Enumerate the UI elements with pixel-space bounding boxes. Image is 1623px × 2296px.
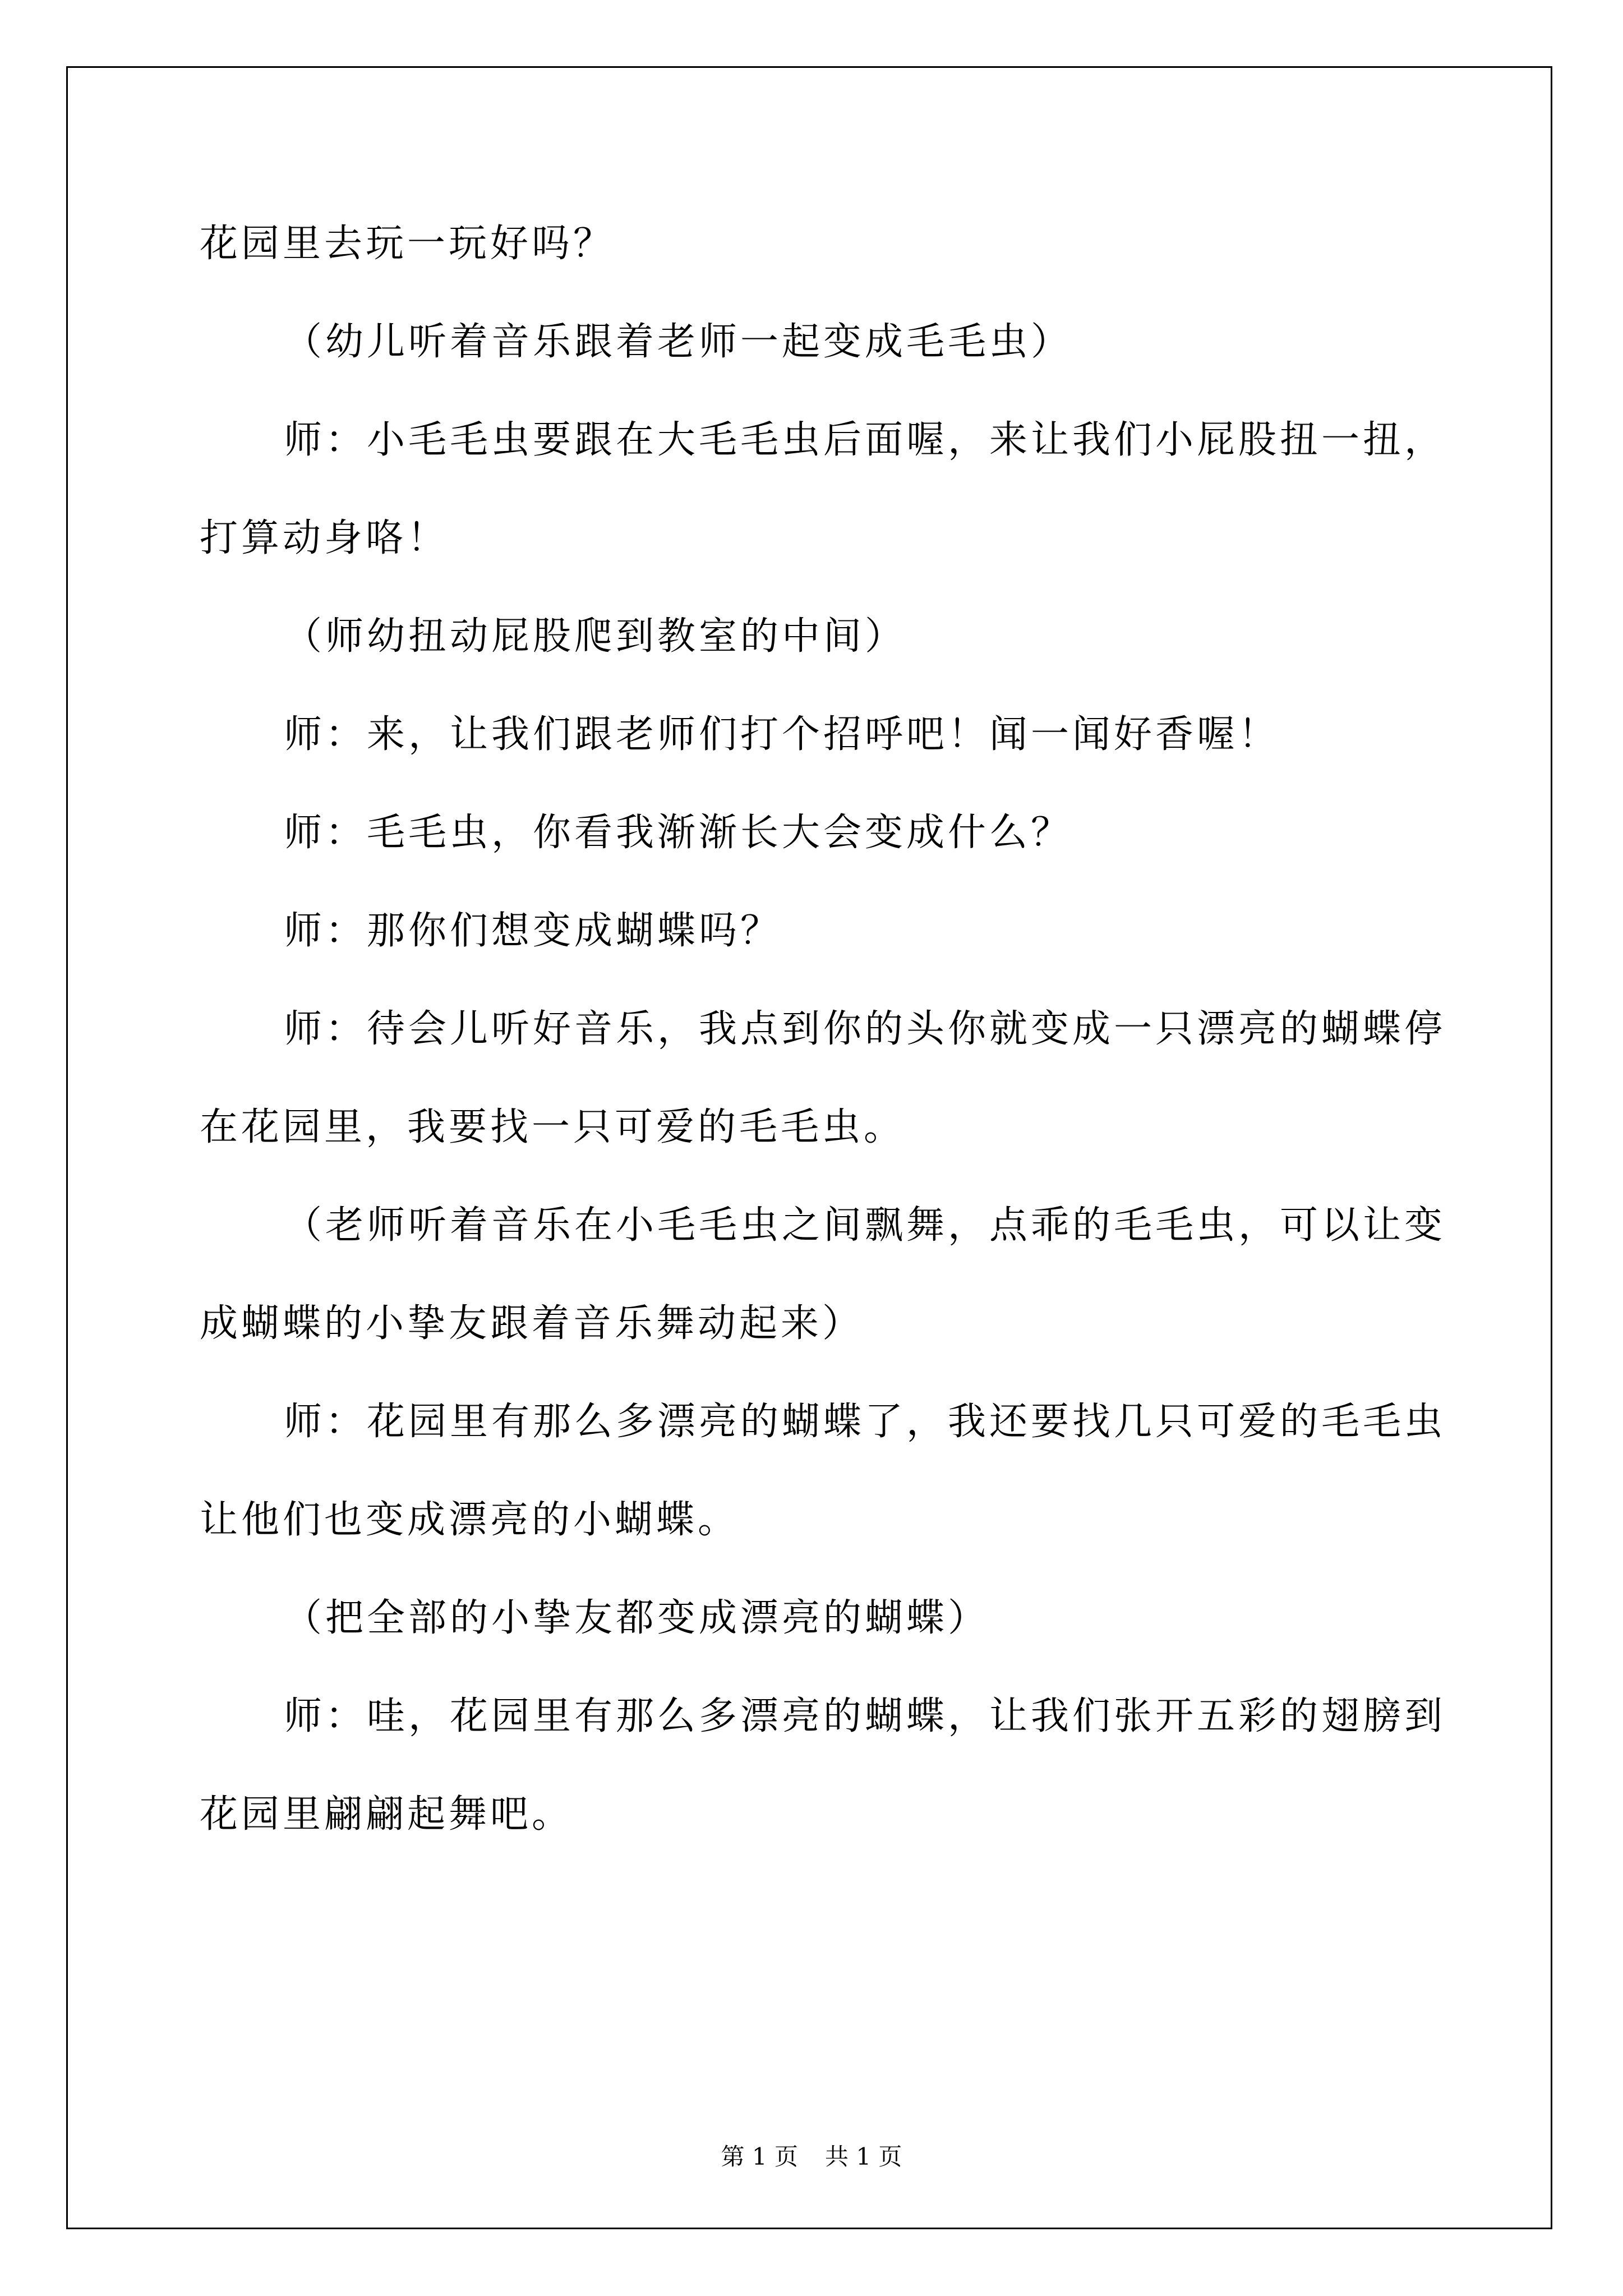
text-line: 成蝴蝶的小挚友跟着音乐舞动起来）	[200, 1301, 864, 1346]
text-line: 师：小毛毛虫要跟在大毛毛虫后面喔，来让我们小屁股扭一扭，	[284, 418, 1446, 462]
text-line: 师：那你们想变成蝴蝶吗？	[284, 909, 782, 953]
text-line: 花园里去玩一玩好吗？	[200, 222, 615, 266]
text-line: 师：哇，花园里有那么多漂亮的蝴蝶，让我们张开五彩的翅膀到	[284, 1694, 1446, 1738]
text-line: 师：花园里有那么多漂亮的蝴蝶了，我还要找几只可爱的毛毛虫	[284, 1400, 1446, 1444]
text-line: 让他们也变成漂亮的小蝴蝶。	[200, 1498, 740, 1542]
page-footer	[0, 2138, 1623, 2172]
text-line: （把全部的小挚友都变成漂亮的蝴蝶）	[284, 1596, 990, 1640]
text-line: 师：待会儿听好音乐，我点到你的头你就变成一只漂亮的蝴蝶停	[284, 1007, 1446, 1051]
text-line: （幼儿听着音乐跟着老师一起变成毛毛虫）	[284, 320, 1073, 364]
text-line: 师：来，让我们跟老师们打个招呼吧！闻一闻好香喔！	[284, 712, 1280, 757]
text-line: 花园里翩翩起舞吧。	[200, 1792, 574, 1837]
page-number: 第 1 页	[721, 2143, 798, 2170]
page-total: 共 1 页	[825, 2143, 902, 2170]
text-line: 师：毛毛虫，你看我渐渐长大会变成什么？	[284, 811, 1073, 855]
text-line: （老师听着音乐在小毛毛虫之间飘舞，点乖的毛毛虫，可以让变	[284, 1203, 1446, 1248]
text-line: 打算动身咯！	[200, 516, 449, 560]
text-line: 在花园里，我要找一只可爱的毛毛虫。	[200, 1105, 906, 1149]
text-line: （师幼扭动屁股爬到教室的中间）	[284, 614, 907, 659]
